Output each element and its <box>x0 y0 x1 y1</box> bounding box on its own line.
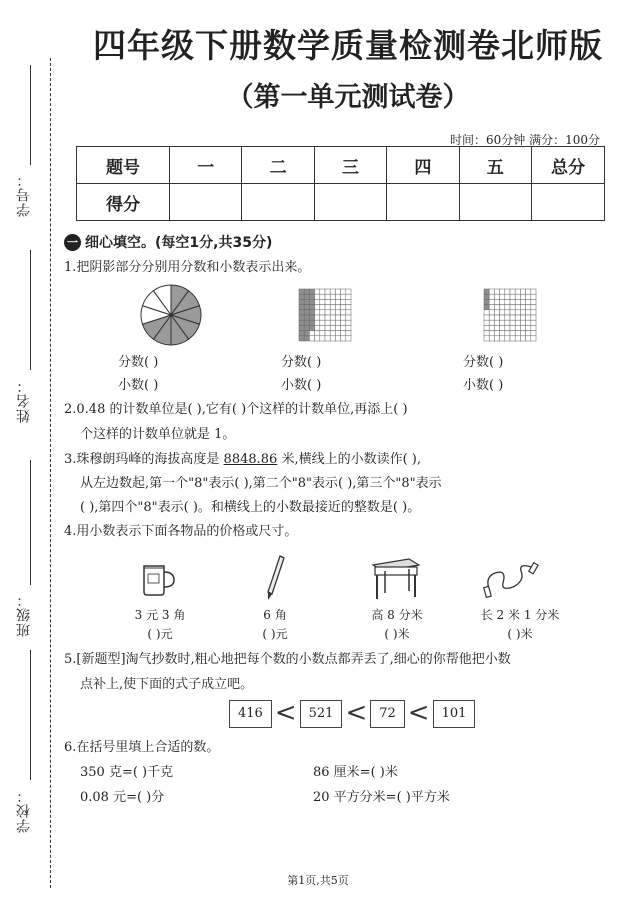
grid-cell <box>335 299 340 304</box>
grid-cell <box>309 294 314 299</box>
grid-cell <box>309 331 314 336</box>
grid-cell <box>526 325 531 330</box>
student-id-label: 学号： <box>16 172 32 217</box>
score-input-cell[interactable] <box>170 184 242 221</box>
grid-cell <box>315 305 320 310</box>
grid-cell <box>325 294 330 299</box>
grid-cell <box>325 331 330 336</box>
grid-cell <box>341 299 346 304</box>
grid-cell <box>330 325 335 330</box>
grid-cell <box>531 305 536 310</box>
grid-cell <box>531 289 536 294</box>
grid-cell <box>309 299 314 304</box>
q3-text-b: 米,横线上的小数读作( ), <box>277 452 421 467</box>
q1-decimal-blank-2[interactable]: 小数( ) <box>281 378 322 393</box>
score-cell: 一 <box>170 147 242 184</box>
grid-cell <box>315 325 320 330</box>
grid-cell <box>315 289 320 294</box>
grid-cell <box>531 310 536 315</box>
grid-cell <box>484 305 489 310</box>
grid-cell <box>299 331 304 336</box>
grid-cell <box>330 299 335 304</box>
grid-cell <box>494 331 499 336</box>
q4-caption-3: 高 8 分米 <box>371 608 423 622</box>
q3-text-a: 3.珠穆朗玛峰的海拔高度是 <box>64 452 224 467</box>
grid-cell <box>500 289 505 294</box>
grid-cell <box>500 299 505 304</box>
q4-answer-2[interactable]: ( )元 <box>262 627 288 641</box>
grid-cell <box>520 320 525 325</box>
grid-cell <box>299 310 304 315</box>
grid-cell <box>330 320 335 325</box>
less-than-symbol: < <box>407 698 430 728</box>
grid-cell <box>335 336 340 341</box>
grid-cell <box>494 299 499 304</box>
grid-cell <box>309 310 314 315</box>
grid-cell <box>500 294 505 299</box>
table-icon <box>369 557 421 601</box>
grid-cell <box>515 315 520 320</box>
q1-decimal-blank-3[interactable]: 小数( ) <box>463 378 504 393</box>
grid-cell <box>510 325 515 330</box>
grid-cell <box>510 336 515 341</box>
grid-cell <box>346 310 351 315</box>
grid-cell <box>531 299 536 304</box>
section-heading <box>64 232 272 252</box>
grid-cell <box>335 294 340 299</box>
grid-cell <box>346 305 351 310</box>
grid-cell <box>515 310 520 315</box>
grid-cell <box>520 289 525 294</box>
grid-cell <box>520 331 525 336</box>
grid-cell <box>330 310 335 315</box>
grid-cell <box>315 299 320 304</box>
grid-cell <box>515 299 520 304</box>
grid-cell <box>484 289 489 294</box>
pencil-icon <box>262 554 288 602</box>
section-number-badge: 一 <box>64 234 81 251</box>
grid-cell <box>489 331 494 336</box>
grid-cell <box>489 289 494 294</box>
grid-cell <box>500 320 505 325</box>
grid-cell <box>494 289 499 294</box>
q1-fraction-blank-1[interactable]: 分数( ) <box>118 355 159 370</box>
grid-cell <box>309 325 314 330</box>
grid-cell <box>531 315 536 320</box>
question-5-line-1: 5.[新题型]淘气抄数时,粗心地把每个数的小数点都弄丢了,细心的你帮他把小数 <box>64 652 511 667</box>
grid-cell <box>494 310 499 315</box>
grid-cell <box>341 305 346 310</box>
grid-cell <box>341 320 346 325</box>
grid-cell <box>346 299 351 304</box>
question-4-text: 4.用小数表示下面各物品的价格或尺寸。 <box>64 524 298 539</box>
grid-cell <box>304 325 309 330</box>
score-cell: 五 <box>459 147 531 184</box>
grid-cell <box>500 336 505 341</box>
grid-cell <box>526 305 531 310</box>
q6-item-3[interactable]: 0.08 元=( )分 <box>80 790 165 805</box>
grid-cell <box>484 315 489 320</box>
grid-cell <box>330 331 335 336</box>
grid-cell <box>489 336 494 341</box>
grid-cell <box>330 315 335 320</box>
page-subtitle: （第一单元测试卷） <box>226 82 470 113</box>
grid-cell <box>315 294 320 299</box>
score-input-cell[interactable] <box>242 184 314 221</box>
q6-item-2[interactable]: 86 厘米=( )米 <box>313 765 398 780</box>
grid-cell <box>341 325 346 330</box>
grid-cell <box>505 325 510 330</box>
grid-cell <box>320 320 325 325</box>
q4-answer-4[interactable]: ( )米 <box>507 627 533 641</box>
grid-cell <box>494 294 499 299</box>
grid-cell <box>484 331 489 336</box>
grid-cell <box>341 310 346 315</box>
grid-cell <box>341 331 346 336</box>
score-cell: 题号 <box>77 147 170 184</box>
grid-cell <box>505 305 510 310</box>
grid-cell <box>526 299 531 304</box>
class-label: 班级： <box>16 592 32 637</box>
grid-cell <box>484 320 489 325</box>
grid-cell <box>335 331 340 336</box>
grid-cell <box>520 336 525 341</box>
grid-cell <box>315 310 320 315</box>
grid-cell <box>510 331 515 336</box>
grid-cell <box>489 325 494 330</box>
mug-icon <box>138 562 178 598</box>
question-1-text: 1.把阴影部分分别用分数和小数表示出来。 <box>64 260 311 275</box>
grid-cell <box>304 289 309 294</box>
grid-cell <box>510 294 515 299</box>
grid-cell <box>320 315 325 320</box>
grid-cell <box>489 310 494 315</box>
grid-cell <box>526 320 531 325</box>
q1-fraction-blank-3[interactable]: 分数( ) <box>463 355 504 370</box>
q1-fraction-blank-2[interactable]: 分数( ) <box>281 355 322 370</box>
less-than-symbol: < <box>274 698 297 728</box>
grid-cell <box>309 336 314 341</box>
grid-cell <box>346 320 351 325</box>
question-6-text: 6.在括号里填上合适的数。 <box>64 740 220 755</box>
grid-cell <box>304 310 309 315</box>
score-cell: 三 <box>314 147 386 184</box>
grid-cell <box>320 289 325 294</box>
grid-cell <box>520 315 525 320</box>
score-input-cell[interactable] <box>387 184 459 221</box>
grid-cell <box>341 294 346 299</box>
grid-cell <box>346 289 351 294</box>
page-title: 四年级下册数学质量检测卷北师版 <box>93 26 603 65</box>
grid-cell <box>505 299 510 304</box>
grid-cell <box>520 294 525 299</box>
score-table-score-row <box>77 184 605 221</box>
q4-answer-1[interactable]: ( )元 <box>147 627 173 641</box>
grid-cell <box>304 331 309 336</box>
grid-cell <box>489 299 494 304</box>
grid-cell <box>335 320 340 325</box>
grid-cell <box>330 294 335 299</box>
grid-cell <box>320 299 325 304</box>
grid-cell <box>325 315 330 320</box>
grid-cell <box>335 305 340 310</box>
grid-cell <box>489 305 494 310</box>
grid-cell <box>299 336 304 341</box>
grid-cell <box>520 310 525 315</box>
page-number: 第1页,共5页 <box>287 874 349 887</box>
grid-cell <box>325 336 330 341</box>
grid-cell <box>510 289 515 294</box>
grid-cell <box>341 336 346 341</box>
question-5-line-2: 点补上,使下面的式子成立吧。 <box>80 677 254 692</box>
grid-cell <box>526 289 531 294</box>
grid-cell <box>494 315 499 320</box>
grid-cell <box>304 315 309 320</box>
grid-cell <box>484 310 489 315</box>
grid-cell <box>325 310 330 315</box>
grid-cell <box>304 305 309 310</box>
grid-cell <box>531 294 536 299</box>
grid-cell <box>346 315 351 320</box>
grid-cell <box>510 320 515 325</box>
grid-cell <box>309 315 314 320</box>
score-input-cell[interactable] <box>459 184 531 221</box>
question-2-line-1: 2.0.48 的计数单位是( ),它有( )个这样的计数单位,再添上( ) <box>64 402 408 417</box>
grid-cell <box>335 325 340 330</box>
grid-cell <box>299 305 304 310</box>
score-cell: 四 <box>387 147 459 184</box>
grid-cell <box>500 331 505 336</box>
grid-cell <box>346 325 351 330</box>
grid-cell <box>489 320 494 325</box>
grid-cell <box>320 325 325 330</box>
q4-caption-2: 6 角 <box>263 608 287 622</box>
grid-cell <box>309 320 314 325</box>
grid-cell <box>330 305 335 310</box>
grid-cell <box>526 315 531 320</box>
score-cell: 二 <box>242 147 314 184</box>
grid-cell <box>505 336 510 341</box>
grid-cell <box>520 299 525 304</box>
question-3-line-2: 从左边数起,第一个"8"表示( ),第二个"8"表示( ),第三个"8"表示 <box>80 476 442 491</box>
q6-item-1[interactable]: 350 克=( )千克 <box>80 765 174 780</box>
name-label: 姓名： <box>16 378 32 423</box>
grid-cell <box>526 310 531 315</box>
grid-cell <box>531 320 536 325</box>
binding-dashed-line <box>50 58 51 888</box>
q6-item-4[interactable]: 20 平方分米=( )平方米 <box>313 790 450 805</box>
grid-cell <box>325 325 330 330</box>
grid-cell <box>299 289 304 294</box>
grid-cell <box>299 315 304 320</box>
score-table-header-row <box>77 147 605 184</box>
student-id-fill-line <box>30 65 31 165</box>
grid-cell <box>299 325 304 330</box>
grid-cell <box>335 310 340 315</box>
q5-inequality <box>229 700 475 728</box>
grid-cell <box>346 294 351 299</box>
grid-cell <box>304 336 309 341</box>
hundred-grid-figure-1 <box>298 288 352 342</box>
grid-cell <box>510 310 515 315</box>
q5-number-box[interactable]: 416 <box>229 700 272 728</box>
grid-cell <box>505 331 510 336</box>
grid-cell <box>526 294 531 299</box>
grid-cell <box>346 331 351 336</box>
grid-cell <box>494 320 499 325</box>
grid-cell <box>505 294 510 299</box>
less-than-symbol: < <box>345 698 368 728</box>
grid-cell <box>330 336 335 341</box>
grid-cell <box>515 305 520 310</box>
grid-cell <box>515 325 520 330</box>
q5-number-box[interactable]: 72 <box>370 700 405 728</box>
q1-decimal-blank-1[interactable]: 小数( ) <box>118 378 159 393</box>
grid-cell <box>335 315 340 320</box>
grid-cell <box>299 294 304 299</box>
question-3-line-1 <box>64 450 421 470</box>
score-input-cell[interactable] <box>532 184 605 221</box>
grid-cell <box>505 289 510 294</box>
grid-cell <box>341 315 346 320</box>
grid-cell <box>505 315 510 320</box>
grid-cell <box>505 310 510 315</box>
grid-cell <box>335 289 340 294</box>
shaded-pie-figure <box>139 283 203 347</box>
grid-cell <box>325 289 330 294</box>
grid-cell <box>484 336 489 341</box>
grid-cell <box>515 289 520 294</box>
grid-cell <box>330 289 335 294</box>
grid-cell <box>505 320 510 325</box>
name-fill-line <box>30 250 31 370</box>
grid-cell <box>494 336 499 341</box>
grid-cell <box>484 325 489 330</box>
grid-cell <box>315 336 320 341</box>
score-cell: 总分 <box>532 147 605 184</box>
grid-cell <box>325 299 330 304</box>
grid-cell <box>531 331 536 336</box>
grid-cell <box>315 315 320 320</box>
grid-cell <box>320 336 325 341</box>
grid-cell <box>325 320 330 325</box>
grid-cell <box>299 299 304 304</box>
section-title: 细心填空。(每空1分,共35分) <box>85 235 273 251</box>
grid-cell <box>489 294 494 299</box>
grid-cell <box>520 305 525 310</box>
grid-cell <box>526 331 531 336</box>
grid-cell <box>299 320 304 325</box>
grid-cell <box>531 336 536 341</box>
grid-cell <box>515 336 520 341</box>
q4-answer-3[interactable]: ( )米 <box>384 627 410 641</box>
grid-cell <box>304 294 309 299</box>
exam-meta: 时间：60分钟 满分：100分 <box>450 133 600 147</box>
q4-caption-1: 3 元 3 角 <box>134 608 186 622</box>
grid-cell <box>304 299 309 304</box>
grid-cell <box>494 305 499 310</box>
school-label: 学校： <box>16 788 32 833</box>
grid-cell <box>520 325 525 330</box>
grid-cell <box>510 299 515 304</box>
q3-elevation-number: 8848.86 <box>223 452 278 467</box>
grid-cell <box>500 310 505 315</box>
score-table <box>76 146 605 221</box>
grid-cell <box>341 289 346 294</box>
score-input-cell[interactable] <box>314 184 386 221</box>
grid-cell <box>304 320 309 325</box>
grid-cell <box>315 331 320 336</box>
hundred-grid-figure-2 <box>483 288 537 342</box>
grid-cell <box>526 336 531 341</box>
grid-cell <box>309 289 314 294</box>
grid-cell <box>500 315 505 320</box>
grid-cell <box>515 331 520 336</box>
grid-cell <box>510 305 515 310</box>
grid-cell <box>320 331 325 336</box>
grid-cell <box>484 299 489 304</box>
q4-caption-4: 长 2 米 1 分米 <box>480 608 560 622</box>
grid-cell <box>489 315 494 320</box>
q5-number-box[interactable]: 101 <box>433 700 476 728</box>
grid-cell <box>484 294 489 299</box>
school-fill-line <box>30 650 31 780</box>
grid-cell <box>320 294 325 299</box>
grid-cell <box>515 320 520 325</box>
grid-cell <box>320 310 325 315</box>
jump-rope-icon <box>481 559 543 599</box>
class-fill-line <box>30 460 31 585</box>
grid-cell <box>515 294 520 299</box>
grid-cell <box>346 336 351 341</box>
grid-cell <box>510 315 515 320</box>
grid-cell <box>320 305 325 310</box>
question-2-line-2: 个这样的计数单位就是 1。 <box>80 427 236 442</box>
grid-cell <box>309 305 314 310</box>
grid-cell <box>325 305 330 310</box>
score-row-label: 得分 <box>77 184 170 221</box>
grid-cell <box>500 325 505 330</box>
grid-cell <box>500 305 505 310</box>
grid-cell <box>494 325 499 330</box>
grid-cell <box>315 320 320 325</box>
grid-cell <box>531 325 536 330</box>
q5-number-box[interactable]: 521 <box>300 700 343 728</box>
question-3-line-3: ( ),第四个"8"表示( )。和横线上的小数最接近的整数是( )。 <box>80 500 421 515</box>
